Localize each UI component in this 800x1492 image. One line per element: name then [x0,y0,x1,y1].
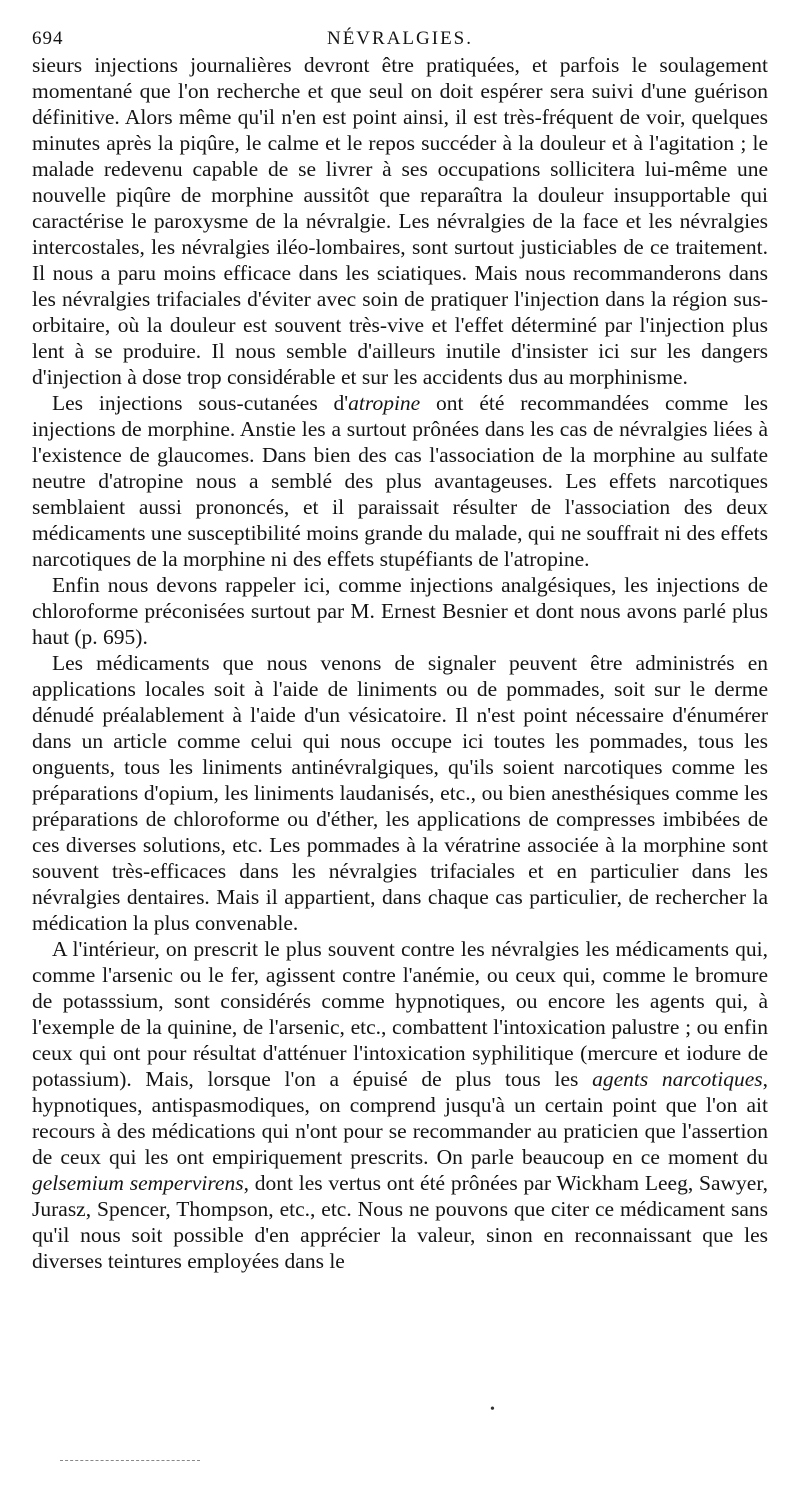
bottom-rule [60,1460,200,1461]
paragraph-atropine-text-end: ont été recommandées comme les injections de morphine. Anstie les a surtout prônées dans les cas de névralgies liées à l'existence de glaucomes. Dans bien des cas l'association de la morphine au sulfate neutre d'atropine nous a semblé des plus avantageuses. Les effets narcotiques semblaient aussi prononcés, et il paraissait résulter de l'association des deux médicaments une susceptibilité moins grande du malade, qui ne souffrait ni des effets narcotiques de la morphine ni des effets stupéfiants de l'atropine. [32,391,768,571]
body-text [32,52,768,1274]
footer-mark: • [490,1402,495,1417]
paragraph-interieur-text-start: A l'intérieur, on prescrit le plus souvent contre les névralgies les médicaments qui, comme l'arsenic ou le fer, agissent contre l'anémie, ou ceux qui, comme le bromure de potasssium, sont considérés comme hypnotiques, ou encore les agents qui, à l'exemple de la quinine, de l'arsenic, etc., combattent l'intoxication palustre ; ou enfin ceux qui ont pour résultat d'atténuer l'intoxication syphilitique (mercure et iodure de potassium). Mais, lorsque l'on a épuisé de plus tous les [32,937,768,1091]
running-title: NÉVRALGIES. [326,28,474,49]
paragraph-interieur [32,936,768,1274]
term-agents-narcotiques: agents narcotiques [592,1067,763,1091]
paragraph-interieur-text-middle: , hypnotiques, antispasmodiques, on comprend jusqu'à un certain point que l'on ait recours à des médications qui n'ont pour se recommander au praticien que l'assertion de ceux qui les ont empiriquement prescrits. On parle beaucoup en ce moment du [32,1067,768,1169]
paragraph-continued-injections: sieurs injections journalières devront être pratiquées, et parfois le soulagement momentané que l'on recherche et que seul on doit espérer sera suivi d'une guérison définitive. Alors même qu'il n'en est point ainsi, il est très-fréquent de voir, quelques minutes après la piqûre, le calme et le repos succéder à la douleur et à l'agitation ; le malade redevenu capable de se livrer à ses occupations sollicitera lui-même une nouvelle piqûre de morphine aussitôt que reparaîtra la douleur insupportable qui caractérise le paroxysme de la névralgie. Les névralgies de la face et les névralgies intercostales, les névralgies iléo-lombaires, sont surtout justiciables de ce traitement. Il nous a paru moins efficace dans les sciatiques. Mais nous recommanderons dans les névralgies trifaciales d'éviter avec soin de pratiquer l'injection dans la région sus-orbitaire, où la douleur est souvent très-vive et l'effet déterminé par l'injection plus lent à se produire. Il nous semble d'ailleurs inutile d'insister ici sur les dangers d'injection à dose trop considérable et sur les accidents dus au morphinisme. [32,53,768,389]
paragraph-interieur-text-end: , dont les vertus ont été prônées par Wickham Leeg, Sawyer, Jurasz, Spencer, Thompson, etc., etc. Nous ne pouvons que citer ce médicament sans qu'il nous soit possible d'en apprécier la valeur, sinon en reconnaissant que les diverses teintures employées dans le [32,1171,768,1273]
paragraph-applications-locales: Les médicaments que nous venons de signaler peuvent être administrés en applications locales soit à l'aide de liniments ou de pommades, soit sur le derme dénudé préalablement à l'aide d'un vésicatoire. Il n'est point nécessaire d'énumérer dans un article comme celui qui nous occupe ici toutes les pommades, tous les onguents, tous les liniments antinévralgiques, qu'ils soient narcotiques comme les préparations d'opium, les liniments laudanisés, etc., ou bien anesthésiques comme les préparations de chloroforme ou d'éther, les applications de compresses imbibées de ces diverses solutions, etc. Les pommades à la vératrine associée à la morphine sont souvent très-efficaces dans les névralgies trifaciales et en particulier dans les névralgies dentaires. Mais il appartient, dans chaque cas particulier, de rechercher la médication la plus convenable. [32,651,768,935]
page-number: 694 [32,28,64,49]
paragraph-atropine [32,390,768,572]
term-gelsemium: gelsemium sempervirens [32,1171,244,1195]
paragraph-atropine-text-start: Les injections sous-cutanées d' [52,391,349,415]
document-page [32,22,768,1274]
term-atropine: atropine [348,391,421,415]
running-head [32,22,768,52]
paragraph-chloroforme: Enfin nous devons rappeler ici, comme injections analgésiques, les injections de chloroforme préconisées surtout par M. Ernest Besnier et dont nous avons parlé plus haut (p. 695). [32,573,768,649]
